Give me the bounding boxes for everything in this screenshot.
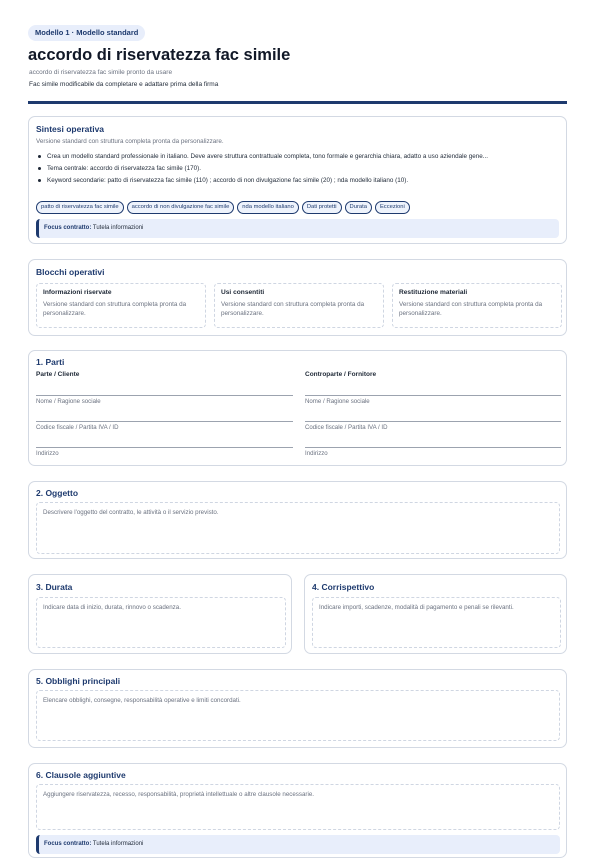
field-label: Codice fiscale / Partita IVA / ID bbox=[305, 424, 388, 431]
obblighi-textarea[interactable]: Elencare obblighi, consegne, responsabilità operative e limiti concordati. bbox=[36, 690, 560, 741]
durata-card bbox=[28, 574, 292, 654]
oggetto-textarea[interactable]: Descrivere l'oggetto del contratto, le attività o il servizio previsto. bbox=[36, 502, 560, 554]
parti-card bbox=[28, 350, 567, 466]
keyword-chip[interactable]: Eccezioni bbox=[375, 201, 410, 214]
keyword-chips bbox=[36, 201, 410, 214]
focus-callout bbox=[36, 219, 559, 238]
corrispettivo-title: 4. Corrispettivo bbox=[312, 582, 375, 592]
block-text: Versione standard con struttura completa pronta da personalizzare. bbox=[43, 301, 187, 317]
sintesi-card bbox=[28, 116, 567, 244]
template-badge: Modello 1 · Modello standard bbox=[28, 25, 145, 41]
block-item bbox=[214, 283, 384, 328]
parte-name-line[interactable] bbox=[36, 395, 293, 396]
obblighi-card bbox=[28, 669, 567, 748]
blocchi-title: Blocchi operativi bbox=[36, 267, 105, 277]
focus-value: Tutela informazioni bbox=[92, 225, 144, 231]
durata-title: 3. Durata bbox=[36, 582, 73, 592]
controparte-name-line[interactable] bbox=[305, 395, 561, 396]
keyword-chip[interactable]: accordo di non divulgazione fac simile bbox=[127, 201, 235, 214]
sintesi-title: Sintesi operativa bbox=[36, 124, 105, 134]
block-item bbox=[392, 283, 562, 328]
oggetto-title: 2. Oggetto bbox=[36, 488, 79, 498]
header-divider bbox=[28, 101, 567, 104]
block-title: Informazioni riservate bbox=[43, 289, 112, 296]
sintesi-bullets bbox=[36, 152, 556, 188]
parte-heading: Parte / Cliente bbox=[36, 371, 80, 378]
block-text: Versione standard con struttura completa pronta da personalizzare. bbox=[221, 301, 365, 317]
field-label: Indirizzo bbox=[305, 450, 328, 457]
bullet-item: Crea un modello standard professionale in italiano. Deve avere struttura contrattuale completa, tono formale e gerarchia chiara, adatto a uso aziendale gene... bbox=[36, 152, 556, 161]
bullet-item: Tema centrale: accordo di riservatezza fac simile (170). bbox=[36, 164, 556, 173]
clausole-title: 6. Clausole aggiuntive bbox=[36, 770, 126, 780]
focus-label: Focus contratto: bbox=[44, 841, 92, 847]
clausole-textarea[interactable]: Aggiungere riservatezza, recesso, responsabilità, proprietà intellettuale o altre clausole necessarie. bbox=[36, 784, 560, 830]
block-text: Versione standard con struttura completa pronta da personalizzare. bbox=[399, 301, 543, 317]
controparte-id-line[interactable] bbox=[305, 421, 561, 422]
focus-label: Focus contratto: bbox=[44, 225, 92, 231]
controparte-heading: Controparte / Fornitore bbox=[305, 371, 377, 378]
block-item bbox=[36, 283, 206, 328]
keyword-chip[interactable]: patto di riservatezza fac simile bbox=[36, 201, 124, 214]
sintesi-subtitle: Versione standard con struttura completa pronta da personalizzare. bbox=[36, 138, 224, 145]
page-lead: Fac simile modificabile da completare e adattare prima della firma bbox=[29, 81, 219, 88]
bullet-item: Keyword secondarie: patto di riservatezza fac simile (110) ; accordo di non divulgazione fac simile (20) ; nda modello italiano (10). bbox=[36, 176, 556, 185]
blocchi-card bbox=[28, 259, 567, 336]
page-title: accordo di riservatezza fac simile bbox=[28, 46, 291, 64]
keyword-chip[interactable]: Dati protetti bbox=[302, 201, 342, 214]
block-title: Usi consentiti bbox=[221, 289, 265, 296]
clausole-card bbox=[28, 763, 567, 858]
corrispettivo-textarea[interactable]: Indicare importi, scadenze, modalità di pagamento e penali se rilevanti. bbox=[312, 597, 561, 648]
corrispettivo-card bbox=[304, 574, 567, 654]
field-label: Nome / Ragione sociale bbox=[305, 398, 370, 405]
controparte-address-line[interactable] bbox=[305, 447, 561, 448]
parte-id-line[interactable] bbox=[36, 421, 293, 422]
durata-textarea[interactable]: Indicare data di inizio, durata, rinnovo o scadenza. bbox=[36, 597, 286, 648]
keyword-chip[interactable]: Durata bbox=[345, 201, 372, 214]
field-label: Nome / Ragione sociale bbox=[36, 398, 101, 405]
focus-callout bbox=[36, 835, 560, 854]
block-title: Restituzione materiali bbox=[399, 289, 468, 296]
field-label: Indirizzo bbox=[36, 450, 59, 457]
parti-title: 1. Parti bbox=[36, 357, 65, 367]
keyword-chip[interactable]: nda modello italiano bbox=[237, 201, 299, 214]
obblighi-title: 5. Obblighi principali bbox=[36, 676, 121, 686]
oggetto-card bbox=[28, 481, 567, 559]
parte-address-line[interactable] bbox=[36, 447, 293, 448]
page-subtitle: accordo di riservatezza fac simile pronto da usare bbox=[29, 69, 173, 76]
field-label: Codice fiscale / Partita IVA / ID bbox=[36, 424, 119, 431]
focus-value: Tutela informazioni bbox=[92, 841, 144, 847]
